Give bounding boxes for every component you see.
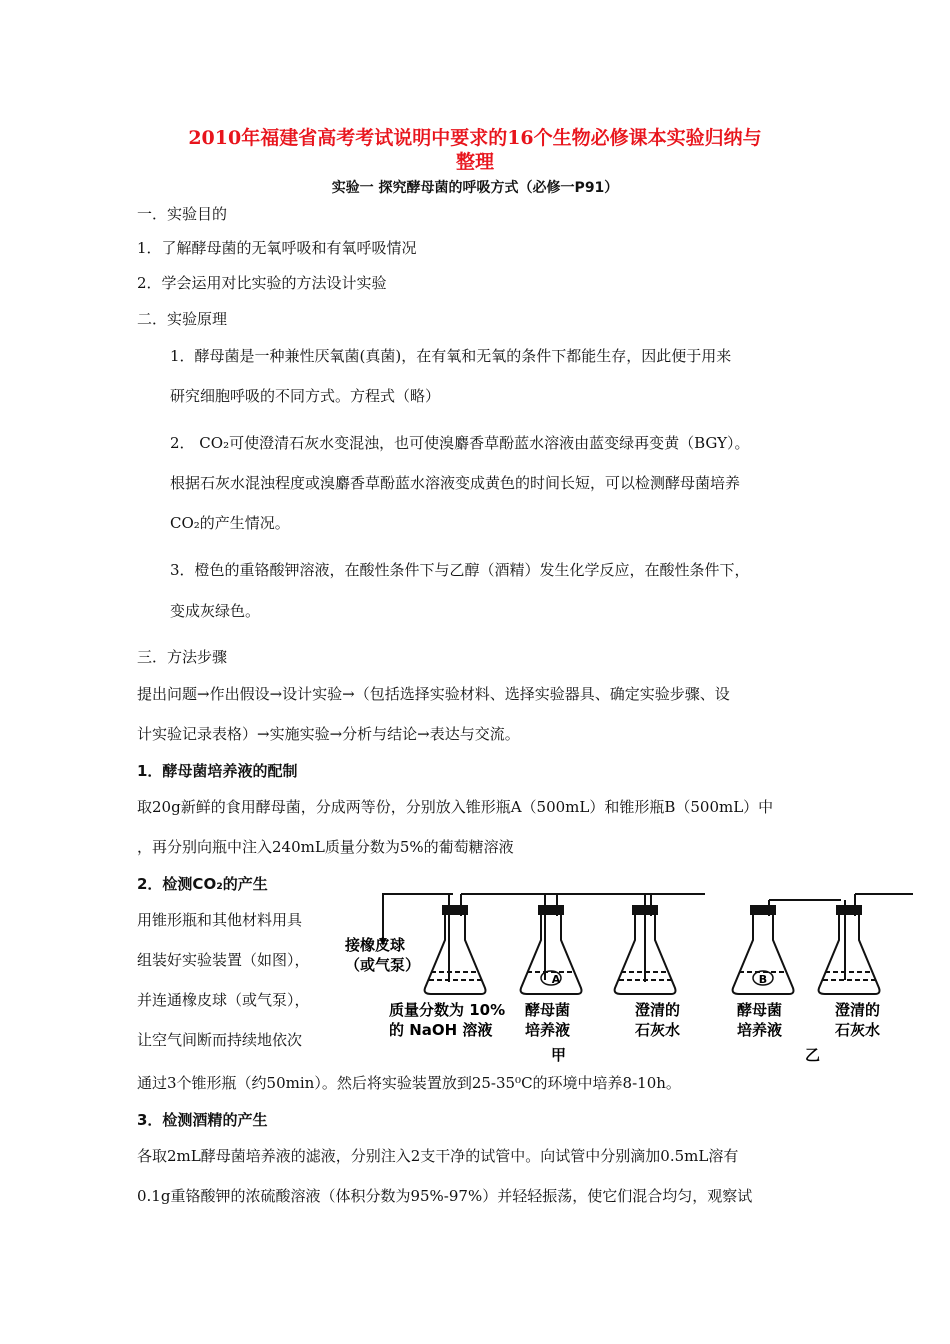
yeast-b-label-line2: 培养液: [737, 1021, 783, 1039]
principle-2-line3: CO₂的产生情况。: [170, 514, 290, 532]
step1-line1: 取20g新鲜的食用酵母菌，分成两等份，分别放入锥形瓶A（500mL）和锥形瓶B（500mL）中: [137, 798, 774, 816]
lime-b-label-line1: 澄清的: [835, 1001, 881, 1019]
step2-line5: 通过3个锥形瓶（约50min）。然后将实验装置放到25-35⁰C的环境中培养8-10h。: [137, 1074, 681, 1092]
naoh-label-line2: 的 NaOH 溶液: [389, 1021, 493, 1039]
step1-heading: 1．酵母菌培养液的配制: [137, 762, 298, 780]
yeast-a-label-line2: 培养液: [525, 1021, 571, 1039]
step3-heading: 3．检测酒精的产生: [137, 1111, 268, 1129]
principle-2-line1: 2． CO₂可使澄清石灰水变混浊，也可使溴麝香草酚蓝水溶液由蓝变绿再变黄（BGY）。: [170, 434, 750, 452]
method-flow-line1: 提出问题→作出假设→设计实验→（包括选择实验材料、选择实验器具、确定实验步骤、设: [137, 685, 730, 703]
apparatus-diagram: [345, 880, 915, 1065]
step2-line3: 并连通橡皮球（或气泵），: [137, 991, 310, 1009]
section-principle-heading: 二．实验原理: [137, 310, 228, 328]
lime-b-label-line2: 石灰水: [835, 1021, 881, 1039]
principle-3-line1: 3．橙色的重铬酸钾溶液，在酸性条件下与乙醇（酒精）发生化学反应，在酸性条件下，: [170, 561, 750, 579]
section-purpose-heading: 一．实验目的: [137, 205, 228, 223]
flask-b-tag: B: [758, 973, 768, 986]
purpose-item-1: 1．了解酵母菌的无氧呼吸和有氧呼吸情况: [137, 239, 417, 257]
document-title-line1: 2010年福建省高考考试说明中要求的16个生物必修课本实验归纳与: [188, 127, 762, 149]
step3-line2: 0.1g重铬酸钾的浓硫酸溶液（体积分数为95%-97%）并轻轻振荡，使它们混合均匀，观察试: [137, 1187, 753, 1205]
step1-line2: ，再分别向瓶中注入240mL质量分数为5%的葡萄糖溶液: [137, 838, 514, 856]
section-method-heading: 三．方法步骤: [137, 648, 228, 666]
step2-heading: 2．检测CO₂的产生: [137, 875, 268, 893]
pump-label-line2: （或气泵）: [345, 956, 421, 974]
principle-3-line2: 变成灰绿色。: [170, 602, 261, 620]
step2-line4: 让空气间断而持续地依次: [137, 1031, 303, 1049]
purpose-item-2: 2．学会运用对比实验的方法设计实验: [137, 274, 387, 292]
experiment-apparatus-figure: [345, 880, 915, 1065]
group-jia-label: 甲: [551, 1046, 567, 1064]
step2-line2: 组装好实验装置（如图），: [137, 951, 310, 969]
principle-2-line2: 根据石灰水混浊程度或溴麝香草酚蓝水溶液变成黄色的时间长短，可以检测酵母菌培养: [170, 474, 741, 492]
naoh-label-line1: 质量分数为 10%: [389, 1001, 506, 1019]
yeast-b-label-line1: 酵母菌: [737, 1001, 783, 1019]
lime-a-label-line2: 石灰水: [635, 1021, 681, 1039]
step2-line1: 用锥形瓶和其他材料用具: [137, 911, 303, 929]
step3-line1: 各取2mL酵母菌培养液的滤液，分别注入2支干净的试管中。向试管中分别滴加0.5mL溶有: [137, 1147, 739, 1165]
document-title-line2: 整理: [455, 151, 494, 173]
flask-a-tag: A: [551, 973, 561, 986]
lime-a-label-line1: 澄清的: [635, 1001, 681, 1019]
experiment-subtitle: 实验一 探究酵母菌的呼吸方式（必修一P91）: [331, 180, 619, 196]
method-flow-line2: 计实验记录表格）→实施实验→分析与结论→表达与交流。: [137, 725, 520, 743]
group-yi-label: 乙: [805, 1046, 821, 1064]
yeast-a-label-line1: 酵母菌: [525, 1001, 571, 1019]
pump-label-line1: 接橡皮球: [345, 936, 406, 954]
principle-1-line1: 1．酵母菌是一种兼性厌氧菌(真菌)，在有氧和无氧的条件下都能生存，因此便于用来: [170, 347, 732, 365]
principle-1-line2: 研究细胞呼吸的不同方式。方程式（略）: [170, 387, 441, 405]
